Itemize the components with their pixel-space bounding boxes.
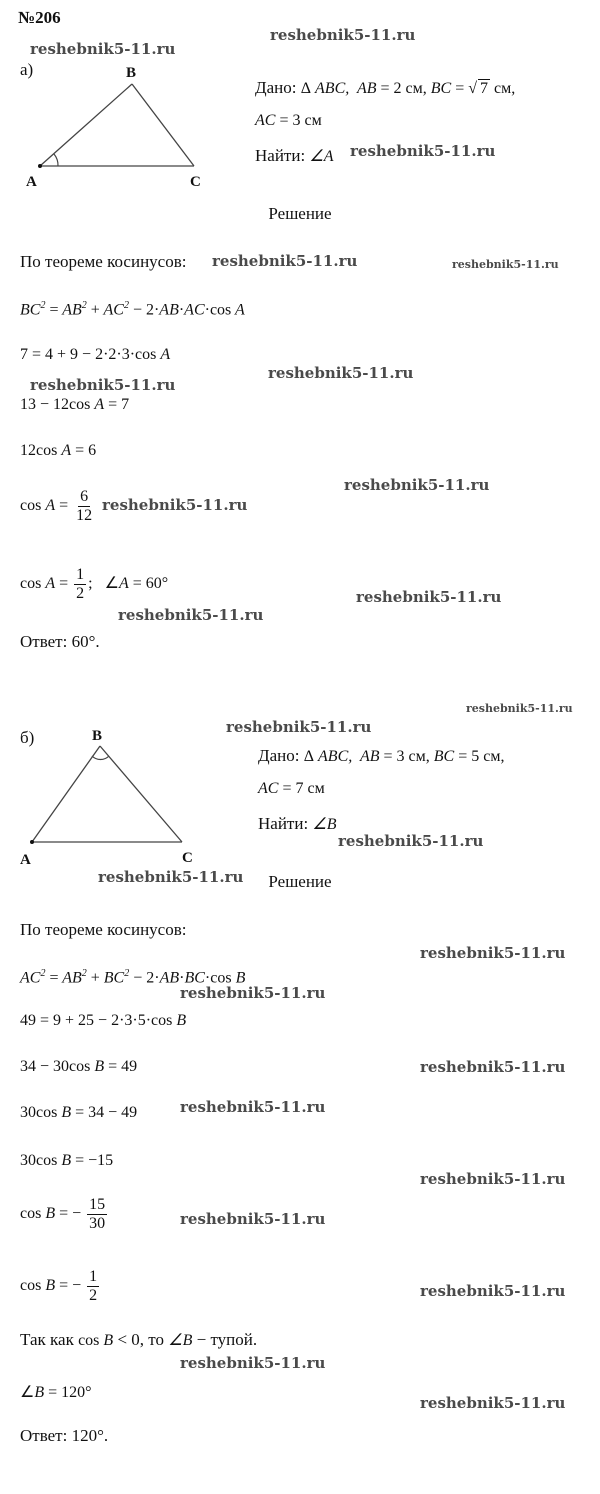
step-b-2: 49 = 9 + 25 − 2·3·5·cos B — [20, 1012, 187, 1029]
watermark: reshebnik5-11.ru — [420, 1170, 566, 1188]
step-b-7: cos B = − $\frac{1}{2}$ — [20, 1268, 98, 1304]
step-a-3: 13 − 12cos A = 7 — [20, 396, 130, 413]
watermark: reshebnik5-11.ru — [338, 832, 484, 850]
watermark: reshebnik5-11.ru — [30, 376, 176, 394]
watermark: reshebnik5-11.ru — [420, 1394, 566, 1412]
watermark: reshebnik5-11.ru — [180, 1354, 326, 1372]
watermark: reshebnik5-11.ru — [356, 588, 502, 606]
watermark: reshebnik5-11.ru — [98, 868, 244, 886]
watermark: reshebnik5-11.ru — [180, 984, 326, 1002]
step-b-9: ∠B = 120° — [20, 1384, 92, 1401]
given-a-line1 — [255, 78, 515, 98]
watermark: reshebnik5-11.ru — [102, 496, 248, 514]
watermark: reshebnik5-11.ru — [452, 258, 559, 271]
find-b-label: Найти: — [258, 814, 309, 833]
theorem-b: По теореме косинусов: — [20, 920, 187, 939]
find-b — [258, 814, 337, 834]
step-b-8: Так как cos B < 0, то ∠B − тупой. — [20, 1330, 258, 1349]
vertex-c-label: C — [190, 174, 201, 190]
step-b-5: 30cos B = −15 — [20, 1152, 114, 1169]
step-b-1: $AC^2 = AB^2 + BC^2 - 2\cdot AB\cdot BC\cdot\cos$ B — [20, 968, 246, 987]
watermark: reshebnik5-11.ru — [268, 364, 414, 382]
step-a-4: 12cos A = 6 — [20, 442, 97, 459]
vertex-a-label: A — [26, 174, 37, 190]
triangle-a-diagram — [18, 60, 218, 190]
problem-number: №206 — [18, 8, 61, 27]
vertex-a-label-b: A — [20, 852, 31, 868]
part-b-label: б) — [20, 728, 35, 747]
triangle-b-diagram — [18, 722, 218, 872]
watermark: reshebnik5-11.ru — [420, 1058, 566, 1076]
step-a-2: 7 = 4 + 9 − 2·2·3·cos A — [20, 346, 171, 363]
vertex-b-label: B — [126, 65, 137, 81]
watermark: reshebnik5-11.ru — [466, 702, 573, 715]
step-a-5: cos A = $\frac{6}{12}$ — [20, 488, 93, 524]
find-a-value: ∠A — [309, 148, 334, 165]
answer-a: Ответ: 60°. — [20, 632, 100, 651]
given-b-line1 — [258, 746, 504, 766]
vertex-c-label-b: C — [182, 850, 193, 866]
watermark: reshebnik5-11.ru — [212, 252, 358, 270]
watermark: reshebnik5-11.ru — [420, 944, 566, 962]
given-a-label: Дано: — [255, 78, 297, 97]
watermark: reshebnik5-11.ru — [180, 1210, 326, 1228]
step-a-1: $BC^2 = AB^2 + AC^2 - 2\cdot AB\cdot AC\cdot\cos$ A — [20, 300, 245, 319]
answer-b: Ответ: 120°. — [20, 1426, 109, 1445]
find-b-value: ∠B — [312, 816, 337, 833]
given-a-line2: AC = 3 см — [255, 112, 322, 129]
given-a-values: Δ ABC, AB = 2 см, BC = √ 7 см, — [300, 80, 516, 97]
watermark: reshebnik5-11.ru — [180, 1098, 326, 1116]
given-b-values: Δ ABC, AB = 3 см, BC = 5 см, — [303, 748, 505, 765]
watermark: reshebnik5-11.ru — [270, 26, 416, 44]
step-b-4: 30cos B = 34 − 49 — [20, 1104, 138, 1121]
watermark: reshebnik5-11.ru — [350, 142, 496, 160]
step-a-6: cos A = $\frac{1}{2}$ ; ∠A = 60° — [20, 566, 169, 602]
step-b-3: 34 − 30cos B = 49 — [20, 1058, 138, 1075]
vertex-b-label-b: B — [92, 728, 103, 744]
watermark: reshebnik5-11.ru — [344, 476, 490, 494]
watermark: reshebnik5-11.ru — [226, 718, 372, 736]
step-b-6: cos B = − $\frac{15}{30}$ — [20, 1196, 106, 1232]
find-a — [255, 146, 334, 166]
find-a-label: Найти: — [255, 146, 306, 165]
watermark: reshebnik5-11.ru — [420, 1282, 566, 1300]
watermark: reshebnik5-11.ru — [30, 40, 176, 58]
given-b-label: Дано: — [258, 746, 300, 765]
part-a-label: а) — [20, 60, 34, 79]
solution-title-b: Решение — [268, 872, 332, 891]
solution-title-a: Решение — [268, 204, 332, 223]
given-b-line2: AC = 7 см — [258, 780, 325, 797]
theorem-a: По теореме косинусов: — [20, 252, 187, 271]
watermark: reshebnik5-11.ru — [118, 606, 264, 624]
